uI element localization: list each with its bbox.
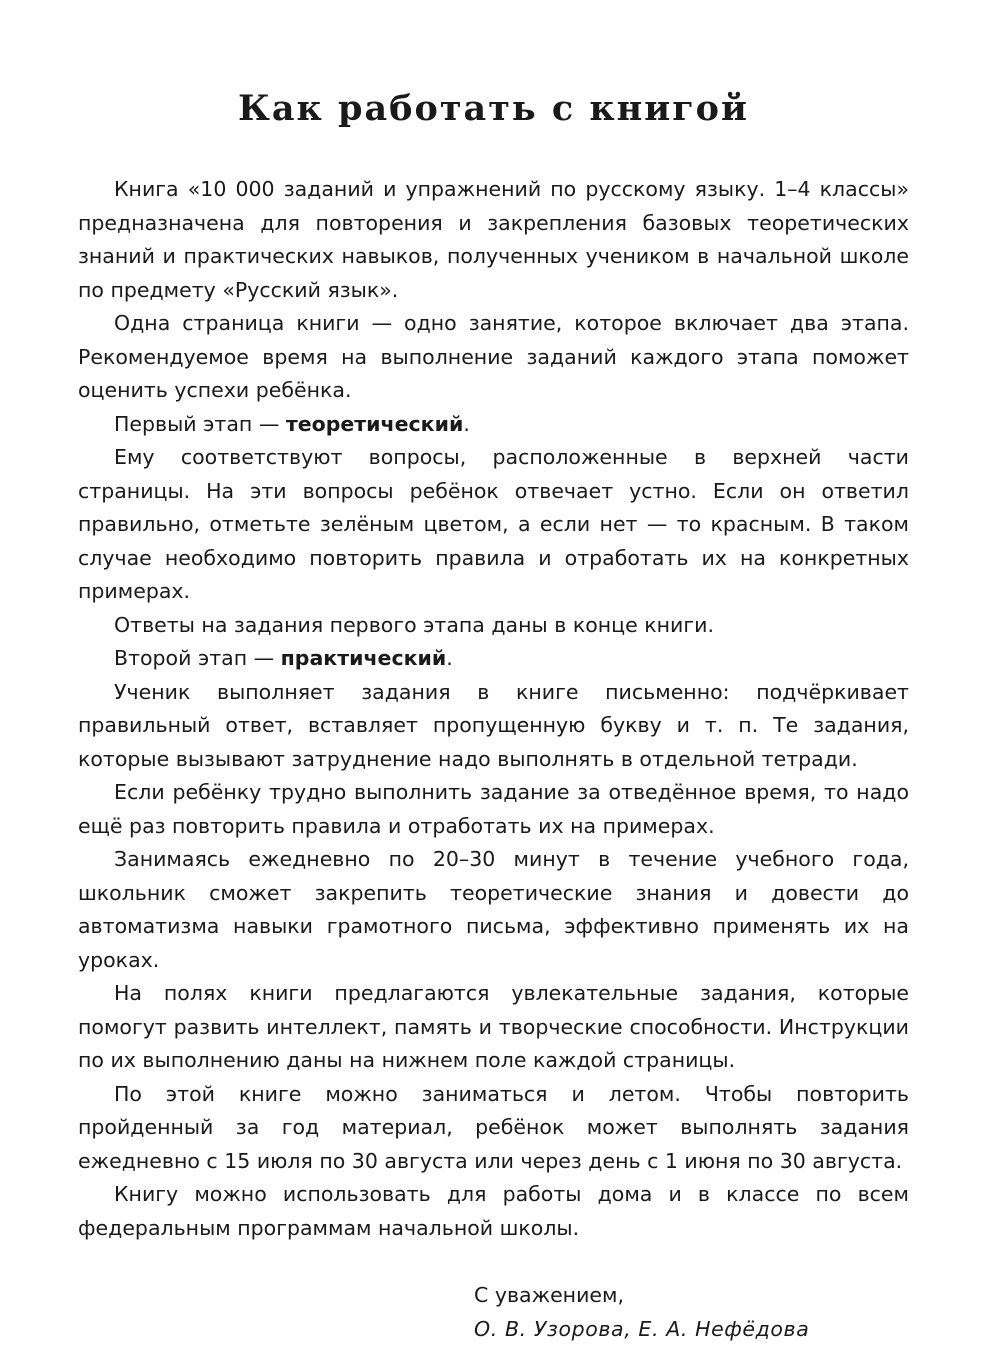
- paragraph-daily-practice: Занимаясь ежедневно по 20–30 минут в течение учебного года, школьник сможет закрепить теоретические знания и довести до автоматизма навыки грамотного письма, эффективно применять их на уроках.: [78, 843, 909, 977]
- paragraph-intro: Книга «10 000 заданий и упражнений по русскому языку. 1–4 классы» предназначена для повторения и закрепления базовых теоретических знаний и практических навыков, полученных учеником в начальной школе по предмету «Русский язык».: [78, 173, 909, 307]
- paragraph-answers-note: Ответы на задания первого этапа даны в конце книги.: [78, 609, 909, 643]
- stage-two-suffix: .: [446, 646, 453, 670]
- stage-one-prefix: Первый этап —: [114, 412, 286, 436]
- paragraph-margin-tasks: На полях книги предлагаются увлекательные задания, которые помогут развить интеллект, память и творческие способности. Инструкции по их выполнению даны на нижнем поле каждой страницы.: [78, 977, 909, 1078]
- paragraph-lesson-structure: Одна страница книги — одно занятие, которое включает два этапа. Рекомендуемое время на выполнение заданий каждого этапа поможет оценить успехи ребёнка.: [78, 307, 909, 408]
- document-body: [78, 173, 909, 1245]
- paragraph-difficulty-advice: Если ребёнку трудно выполнить задание за отведённое время, то надо ещё раз повторить правила и отработать их на примерах.: [78, 776, 909, 843]
- stage-two-prefix: Второй этап —: [114, 646, 281, 670]
- signature-authors: О. В. Узорова, Е. А. Нефёдова: [474, 1313, 909, 1346]
- paragraph-stage-two-heading: [78, 642, 909, 676]
- paragraph-summer-use: По этой книге можно заниматься и летом. Чтобы повторить пройденный за год материал, ребёнок может выполнять задания ежедневно с 15 июля по 30 августа или через день с 1 июня по 30 августа.: [78, 1078, 909, 1179]
- paragraph-stage-two-description: Ученик выполняет задания в книге письменно: подчёркивает правильный ответ, вставляет пропущенную букву и т. п. Те задания, которые вызывают затруднение надо выполнять в отдельной тетради.: [78, 676, 909, 777]
- paragraph-programs: Книгу можно использовать для работы дома и в классе по всем федеральным программам начальной школы.: [78, 1178, 909, 1245]
- signature-block: [78, 1279, 909, 1346]
- stage-one-suffix: .: [463, 412, 470, 436]
- stage-two-bold: практический: [281, 646, 447, 670]
- stage-one-bold: теоретический: [286, 412, 463, 436]
- paragraph-stage-one-description: Ему соответствуют вопросы, расположенные в верхней части страницы. На эти вопросы ребёнок отвечает устно. Если он ответил правильно, отметьте зелёным цветом, а если нет — то красным. В таком случае необходимо повторить правила и отработать их на конкретных примерах.: [78, 441, 909, 609]
- page-title: Как работать с книгой: [78, 0, 909, 129]
- signature-closing: С уважением,: [474, 1279, 909, 1313]
- paragraph-stage-one-heading: [78, 408, 909, 442]
